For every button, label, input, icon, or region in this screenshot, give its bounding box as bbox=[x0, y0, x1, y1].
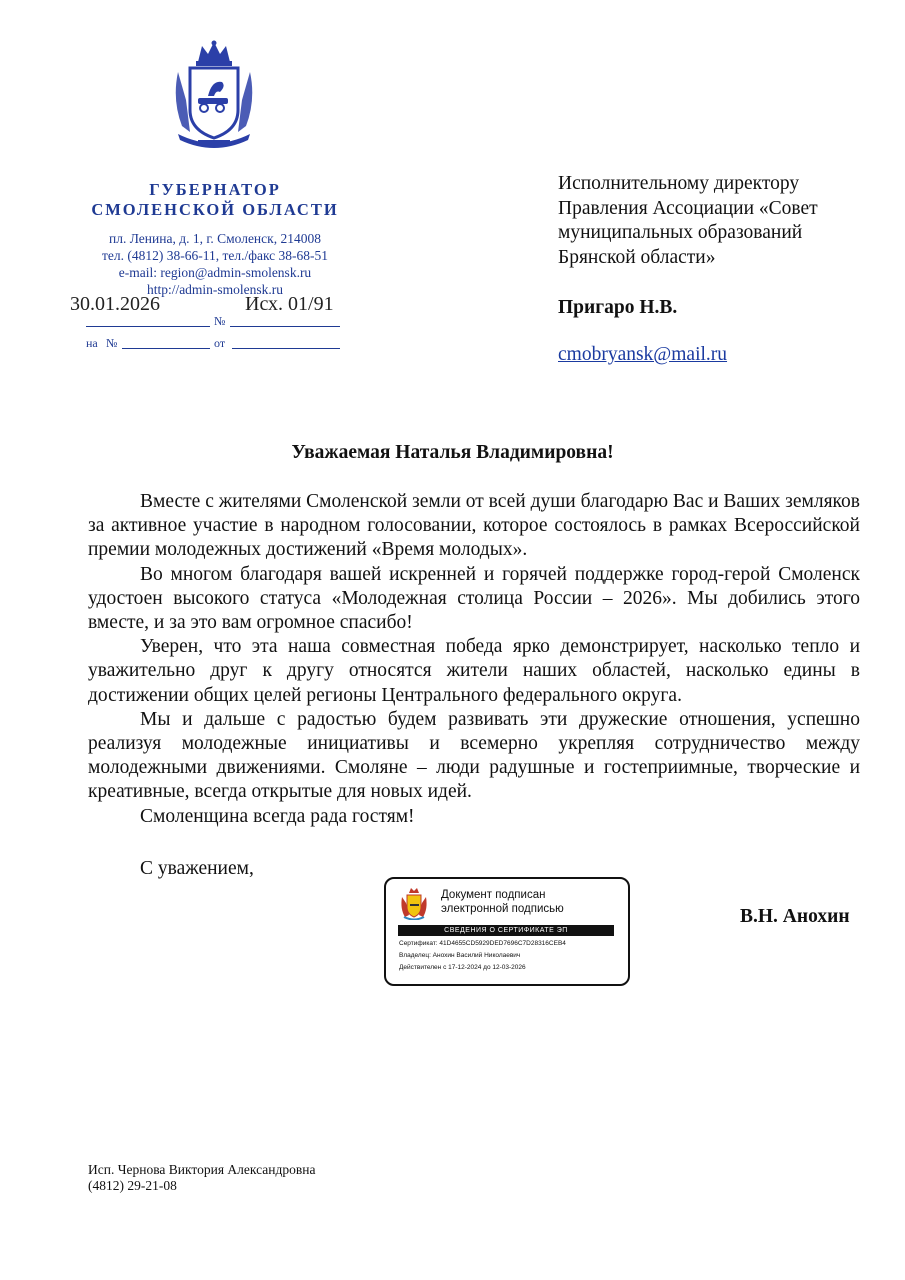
addressee-line: Исполнительному директору bbox=[558, 173, 800, 194]
governor-email: e-mail: region@admin-smolensk.ru bbox=[118, 265, 312, 280]
stamp-certificate: Сертификат: 41D4655CD5929DED7696C7D28316CEB4 bbox=[399, 940, 566, 947]
addressee-block bbox=[558, 172, 878, 270]
governor-website: http://admin-smolensk.ru bbox=[146, 282, 284, 297]
body-paragraph: Смоленщина всегда рада гостям! bbox=[140, 805, 415, 827]
stamp-title-line: электронной подписью bbox=[441, 903, 564, 915]
number-sign: № bbox=[214, 314, 226, 328]
body-paragraph: Уверен, что эта наша совместная победа ярко демонстрирует, насколько тепло и уважительно друг к другу относятся жители наших областей, насколько едины в достижении общих целей регионы Центрального федерального округа. bbox=[88, 636, 860, 706]
addressee-line: муниципальных образований bbox=[558, 222, 803, 243]
stamp-certificate-bar: СВЕДЕНИЯ О СЕРТИФИКАТЕ ЭП bbox=[398, 925, 614, 936]
coat-of-arms-icon bbox=[168, 40, 260, 148]
signer-name: В.Н. Анохин bbox=[740, 906, 850, 927]
addressee-line: Правления Ассоциации «Совет bbox=[558, 197, 818, 219]
executor-block bbox=[88, 1162, 315, 1194]
executor-name: Исп. Чернова Виктория Александровна bbox=[88, 1162, 316, 1177]
salutation: Уважаемая Наталья Владимировна! bbox=[291, 442, 614, 463]
body-paragraph: Мы и дальше с радостью будем развивать эти дружеские отношения, успешно реализуя молодежные инициативы и всемерно укрепляя сотрудничество между молодежными движениями. Смоляне – люди радушные и гостеприимные, творческие и креативные, всегда открытые для новых идей. bbox=[88, 708, 860, 803]
reference-from: от bbox=[214, 336, 226, 350]
closing: С уважением, bbox=[140, 858, 254, 879]
outgoing-number: Исх. 01/91 bbox=[245, 293, 334, 315]
stamp-title bbox=[441, 888, 564, 916]
reference-number-blank bbox=[122, 348, 210, 349]
addressee-name: Пригаро Н.В. bbox=[558, 297, 678, 318]
reference-prefix: на bbox=[86, 336, 98, 350]
body-paragraph: Вместе с жителями Смоленской земли от всей души благодарю Вас и Ваших земляков за активное участие в народном голосовании, которое состоялось в рамках Всероссийской премии молодежных достижений «Время молодых». bbox=[88, 491, 860, 561]
governor-region: СМОЛЕНСКОЙ ОБЛАСТИ bbox=[91, 200, 339, 219]
addressee-line: Брянской области» bbox=[558, 246, 716, 268]
stamp-coat-of-arms-icon bbox=[400, 887, 428, 920]
governor-title: ГУБЕРНАТОР bbox=[149, 180, 281, 199]
addressee-email-link[interactable]: cmobryansk@mail.ru bbox=[558, 344, 728, 365]
date-blank-line bbox=[86, 326, 210, 327]
letter-body bbox=[88, 490, 860, 829]
stamp-owner: Владелец: Анохин Василий Николаевич bbox=[399, 952, 521, 959]
governor-address: пл. Ленина, д. 1, г. Смоленск, 214008 bbox=[109, 231, 321, 246]
number-blank-line bbox=[230, 326, 340, 327]
e-signature-stamp bbox=[384, 877, 630, 986]
letter-date: 30.01.2026 bbox=[70, 293, 160, 315]
body-paragraph: Во многом благодаря вашей искренней и горячей поддержке город-герой Смоленск удостоен высокого статуса «Молодежная столица России – 2026». Мы добились этого вместе, и за это вам огромное спасибо! bbox=[88, 563, 860, 634]
stamp-validity: Действителен с 17-12-2024 до 12-03-2026 bbox=[399, 964, 526, 971]
stamp-title-line: Документ подписан bbox=[441, 889, 546, 901]
reference-date-blank bbox=[232, 348, 340, 349]
governor-phones: тел. (4812) 38-66-11, тел./факс 38-68-51 bbox=[101, 248, 329, 263]
executor-phone: (4812) 29-21-08 bbox=[88, 1178, 177, 1193]
reference-number-sign: № bbox=[106, 336, 118, 350]
